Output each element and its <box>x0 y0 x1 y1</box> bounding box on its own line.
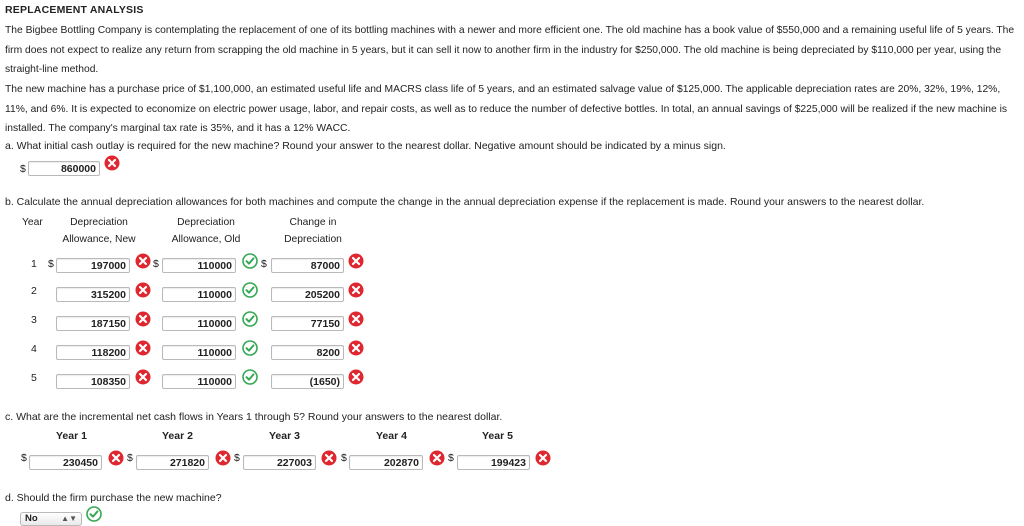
cash-flow-input-year-5[interactable]: 199423 <box>457 455 530 470</box>
incorrect-icon <box>108 450 124 466</box>
year-label: 3 <box>31 314 37 326</box>
page-title: REPLACEMENT ANALYSIS <box>5 4 144 16</box>
header-year-2: Year 2 <box>162 430 193 442</box>
currency-symbol: $ <box>21 452 27 464</box>
incorrect-icon <box>429 450 445 466</box>
question-c: c. What are the incremental net cash flows in Years 1 through 5? Round your answers to the nearest dollar. <box>5 411 503 423</box>
header-change-line2: Depreciation <box>284 234 342 245</box>
depr-change-input-3[interactable]: 77150 <box>271 316 344 331</box>
incorrect-icon <box>135 340 151 356</box>
header-depr-old <box>167 214 245 248</box>
initial-outlay-input[interactable]: 860000 <box>28 161 100 176</box>
incorrect-icon <box>321 450 337 466</box>
depr-change-input-1[interactable]: 87000 <box>271 258 344 273</box>
incorrect-icon <box>215 450 231 466</box>
depr-new-input-2[interactable]: 315200 <box>56 287 130 302</box>
depr-new-input-5[interactable]: 108350 <box>56 374 130 389</box>
depr-old-input-3[interactable]: 110000 <box>162 316 236 331</box>
depr-change-input-5[interactable]: (1650) <box>271 374 344 389</box>
correct-icon <box>242 282 258 298</box>
depr-old-input-5[interactable]: 110000 <box>162 374 236 389</box>
incorrect-icon <box>135 282 151 298</box>
header-year: Year <box>22 217 43 228</box>
question-d: d. Should the firm purchase the new machine? <box>5 492 222 504</box>
header-change <box>278 214 348 248</box>
depr-new-input-4[interactable]: 118200 <box>56 345 130 360</box>
depr-change-input-2[interactable]: 205200 <box>271 287 344 302</box>
currency-symbol: $ <box>127 452 133 464</box>
cash-flow-input-year-1[interactable]: 230450 <box>29 455 102 470</box>
header-depr-new-line2: Allowance, New <box>62 234 136 245</box>
year-label: 2 <box>31 285 37 297</box>
question-a: a. What initial cash outlay is required for the new machine? Round your answer to the nearest dollar. Negative amount should be indicated by a minus sign. <box>5 140 726 152</box>
incorrect-icon <box>135 253 151 269</box>
intro-paragraph-1: The Bigbee Bottling Company is contemplating the replacement of one of its bottling machines with a newer and more efficient one. The old machine has a book value of $550,000 and a remaining useful life of 5 years. The firm does not expect to realize any return from scrapping the old machine in 5 years, but it can sell it now to another firm in the industry for $250,000. The old machine is being depreciated by $110,000 per year, using the straight-line method. <box>5 25 1015 75</box>
depr-new-input-1[interactable]: 197000 <box>56 258 130 273</box>
currency-symbol: $ <box>153 258 159 270</box>
header-year-1: Year 1 <box>56 430 87 442</box>
depr-change-input-4[interactable]: 8200 <box>271 345 344 360</box>
select-value: No <box>25 513 38 524</box>
depr-new-input-3[interactable]: 187150 <box>56 316 130 331</box>
cash-flow-input-year-4[interactable]: 202870 <box>349 455 423 470</box>
select-arrows-icon: ▲▼ <box>61 514 77 523</box>
incorrect-icon <box>348 340 364 356</box>
year-label: 4 <box>31 343 37 355</box>
cash-flow-input-year-3[interactable]: 227003 <box>243 455 316 470</box>
header-depr-new-line1: Depreciation <box>70 217 128 228</box>
incorrect-icon <box>135 369 151 385</box>
currency-symbol: $ <box>261 258 267 270</box>
correct-icon <box>242 340 258 356</box>
currency-symbol: $ <box>20 163 26 175</box>
incorrect-icon <box>104 155 120 171</box>
cash-flow-input-year-2[interactable]: 271820 <box>136 455 209 470</box>
incorrect-icon <box>348 369 364 385</box>
currency-symbol: $ <box>448 452 454 464</box>
purchase-decision-select[interactable] <box>20 512 82 526</box>
question-b: b. Calculate the annual depreciation allowances for both machines and compute the change in the annual depreciation expense if the replacement is made. Round your answers to the nearest dollar. <box>5 196 925 208</box>
currency-symbol: $ <box>341 452 347 464</box>
correct-icon <box>86 506 102 522</box>
depr-old-input-2[interactable]: 110000 <box>162 287 236 302</box>
incorrect-icon <box>348 282 364 298</box>
incorrect-icon <box>135 311 151 327</box>
depr-old-input-4[interactable]: 110000 <box>162 345 236 360</box>
correct-icon <box>242 311 258 327</box>
correct-icon <box>242 369 258 385</box>
incorrect-icon <box>348 253 364 269</box>
incorrect-icon <box>535 450 551 466</box>
header-year-4: Year 4 <box>376 430 407 442</box>
header-year-3: Year 3 <box>269 430 300 442</box>
intro-paragraph-2: The new machine has a purchase price of $1,100,000, an estimated useful life and MACRS class life of 5 years, and an estimated salvage value of $125,000. The applicable depreciation rates are 20%, 32%, 19%, 12%, 11%, and 6%. It is expected to economize on electric power usage, labor, and repair costs, as well as to reduce the number of defective bottles. In total, an annual savings of $225,000 will be realized if the new machine is installed. The company's marginal tax rate is 35%, and it has a 12% WACC. <box>5 84 1008 134</box>
year-label: 5 <box>31 372 37 384</box>
header-year-5: Year 5 <box>482 430 513 442</box>
header-depr-new <box>58 214 140 248</box>
incorrect-icon <box>348 311 364 327</box>
year-label: 1 <box>31 258 37 270</box>
correct-icon <box>242 253 258 269</box>
depr-old-input-1[interactable]: 110000 <box>162 258 236 273</box>
header-depr-old-line2: Allowance, Old <box>171 234 241 245</box>
currency-symbol: $ <box>234 452 240 464</box>
currency-symbol: $ <box>48 258 54 270</box>
header-depr-old-line1: Depreciation <box>177 217 235 228</box>
header-change-line1: Change in <box>289 217 337 228</box>
